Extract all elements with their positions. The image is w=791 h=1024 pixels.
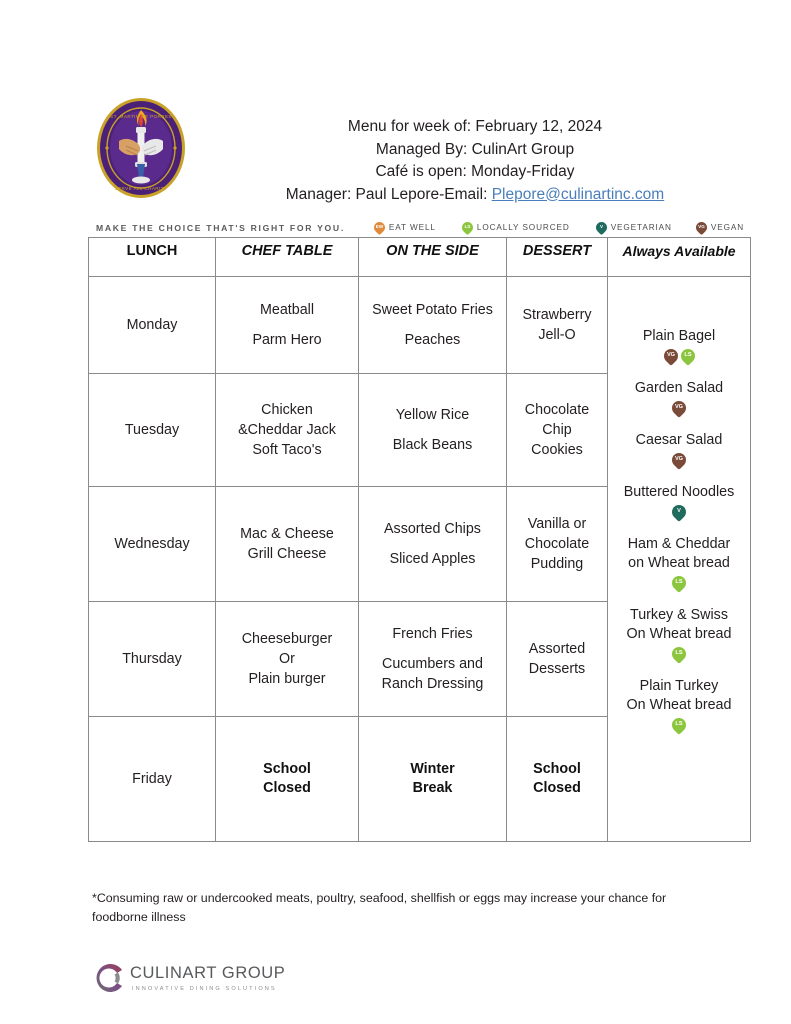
chef-table-cell-friday: School Closed <box>216 717 359 842</box>
always-available-item-plain-turkey <box>608 677 750 732</box>
column-header-dessert: DESSERT <box>507 238 608 277</box>
line-gap <box>216 320 358 330</box>
table-header-row <box>89 238 751 277</box>
legend-item-vegetarian <box>596 222 672 233</box>
school-crest-logo <box>93 96 189 200</box>
food-safety-disclaimer: *Consuming raw or undercooked meats, poultry, seafood, shellfish or eggs may increase your chance for foodborne illness <box>92 891 667 924</box>
culinart-group-logo <box>92 958 342 1000</box>
manager-label: Manager: Paul Lepore-Email: <box>285 185 492 203</box>
line-gap <box>359 539 506 549</box>
culinart-name-text: CULINART GROUP <box>130 964 286 982</box>
aa-item-badges <box>608 646 750 661</box>
aa-item-name: Turkey & Swiss <box>630 607 728 623</box>
locally-sourced-icon: LS <box>669 644 689 664</box>
legend-label-locally-sourced: LOCALLY SOURCED <box>476 223 570 232</box>
aa-item-name-line2: on Wheat bread <box>628 555 730 571</box>
always-available-item-plain-bagel <box>608 327 750 363</box>
culinart-c-mark-icon <box>92 961 126 995</box>
on-the-side-cell-friday: Winter Break <box>359 717 507 842</box>
vegan-icon: VG <box>694 220 710 236</box>
always-available-item-turkey-swiss <box>608 606 750 661</box>
column-header-always-available: Always Available <box>608 238 751 277</box>
aa-item-badges <box>608 575 750 590</box>
chef-table-cell-monday: Meatball Parm Hero <box>216 277 359 374</box>
dessert-cell-wednesday: Vanilla or Chocolate Pudding <box>507 487 608 602</box>
svg-text:SERVE ALL CHARITY: SERVE ALL CHARITY <box>114 186 168 191</box>
dessert-cell-tuesday: Chocolate Chip Cookies <box>507 374 608 487</box>
column-header-on-the-side: ON THE SIDE <box>359 238 507 277</box>
column-header-lunch: LUNCH <box>89 238 216 277</box>
legend-label-vegan: VEGAN <box>710 223 745 232</box>
aa-item-badges <box>608 504 750 519</box>
vegan-icon: VG <box>661 346 681 366</box>
table-row-monday <box>89 277 751 374</box>
dessert-cell-monday: Strawberry Jell-O <box>507 277 608 374</box>
dessert-cell-friday: School Closed <box>507 717 608 842</box>
chef-table-cell-tuesday: Chicken &Cheddar Jack Soft Taco's <box>216 374 359 487</box>
always-available-item-ham-cheddar <box>608 535 750 590</box>
line-gap <box>359 320 506 330</box>
aa-item-name: Ham & Cheddar <box>627 536 731 552</box>
vegetarian-icon: V <box>593 220 609 236</box>
column-header-chef-table: CHEF TABLE <box>216 238 359 277</box>
locally-sourced-icon: LS <box>669 715 689 735</box>
aa-item-badges <box>608 452 750 467</box>
menu-week-line: Menu for week of: February 12, 2024 <box>347 118 603 135</box>
aa-item-name: Plain Bagel <box>642 328 716 344</box>
document-header <box>0 88 791 208</box>
aa-item-name: Caesar Salad <box>635 432 723 448</box>
locally-sourced-icon: LS <box>669 573 689 593</box>
weekly-menu-table <box>88 237 751 842</box>
culinart-wordmark <box>130 964 285 992</box>
always-available-item-garden-salad <box>608 379 750 415</box>
manager-email-link[interactable]: Plepore@culinartinc.com <box>491 185 665 203</box>
on-the-side-cell-monday: Sweet Potato Fries Peaches <box>359 277 507 374</box>
eat-well-icon: EW <box>372 220 388 236</box>
always-available-item-buttered-noodles <box>608 483 750 519</box>
aa-item-badges <box>608 348 750 363</box>
managed-by-line: Managed By: CulinArt Group <box>375 140 575 158</box>
svg-text:ST. MARTIN DE PORRES: ST. MARTIN DE PORRES <box>110 114 172 119</box>
manager-line <box>215 184 735 207</box>
on-the-side-cell-thursday: French Fries Cucumbers and Ranch Dressing <box>359 602 507 717</box>
always-available-list <box>608 279 750 839</box>
vegetarian-icon: V <box>669 502 689 522</box>
chef-table-cell-thursday: Cheeseburger Or Plain burger <box>216 602 359 717</box>
day-cell-monday: Monday <box>89 277 216 374</box>
aa-item-badges <box>608 717 750 732</box>
day-cell-wednesday: Wednesday <box>89 487 216 602</box>
aa-item-name: Buttered Noodles <box>623 484 735 500</box>
always-available-cell <box>608 277 751 842</box>
header-info-block <box>215 116 735 206</box>
culinart-tagline-text: INNOVATIVE DINING SOLUTIONS <box>132 986 277 992</box>
on-the-side-cell-wednesday: Assorted Chips Sliced Apples <box>359 487 507 602</box>
legend-label-vegetarian: VEGETARIAN <box>610 223 672 232</box>
locally-sourced-icon: LS <box>678 346 698 366</box>
diet-legend-bar <box>96 219 756 236</box>
aa-item-name: Garden Salad <box>634 380 724 396</box>
legend-item-eat-well <box>374 222 436 233</box>
vegan-icon: VG <box>669 398 689 418</box>
aa-item-name-line2: On Wheat bread <box>626 697 732 713</box>
aa-item-name: Plain Turkey <box>639 678 719 694</box>
dessert-cell-thursday: Assorted Desserts <box>507 602 608 717</box>
locally-sourced-icon: LS <box>460 220 476 236</box>
line-gap <box>359 644 506 654</box>
chef-table-cell-wednesday: Mac & Cheese Grill Cheese <box>216 487 359 602</box>
cafe-hours-line: Café is open: Monday-Friday <box>375 163 575 180</box>
on-the-side-cell-tuesday: Yellow Rice Black Beans <box>359 374 507 487</box>
legend-label-eat-well: EAT WELL <box>388 223 436 232</box>
day-cell-friday: Friday <box>89 717 216 842</box>
legend-item-vegan <box>696 222 744 233</box>
day-cell-thursday: Thursday <box>89 602 216 717</box>
vegan-icon: VG <box>669 450 689 470</box>
line-gap <box>359 425 506 435</box>
legend-item-locally-sourced <box>462 222 570 233</box>
legend-tagline: MAKE THE CHOICE THAT'S RIGHT FOR YOU. <box>96 222 345 233</box>
aa-item-badges <box>608 400 750 415</box>
day-cell-tuesday: Tuesday <box>89 374 216 487</box>
always-available-item-caesar-salad <box>608 431 750 467</box>
aa-item-name-line2: On Wheat bread <box>626 626 732 642</box>
